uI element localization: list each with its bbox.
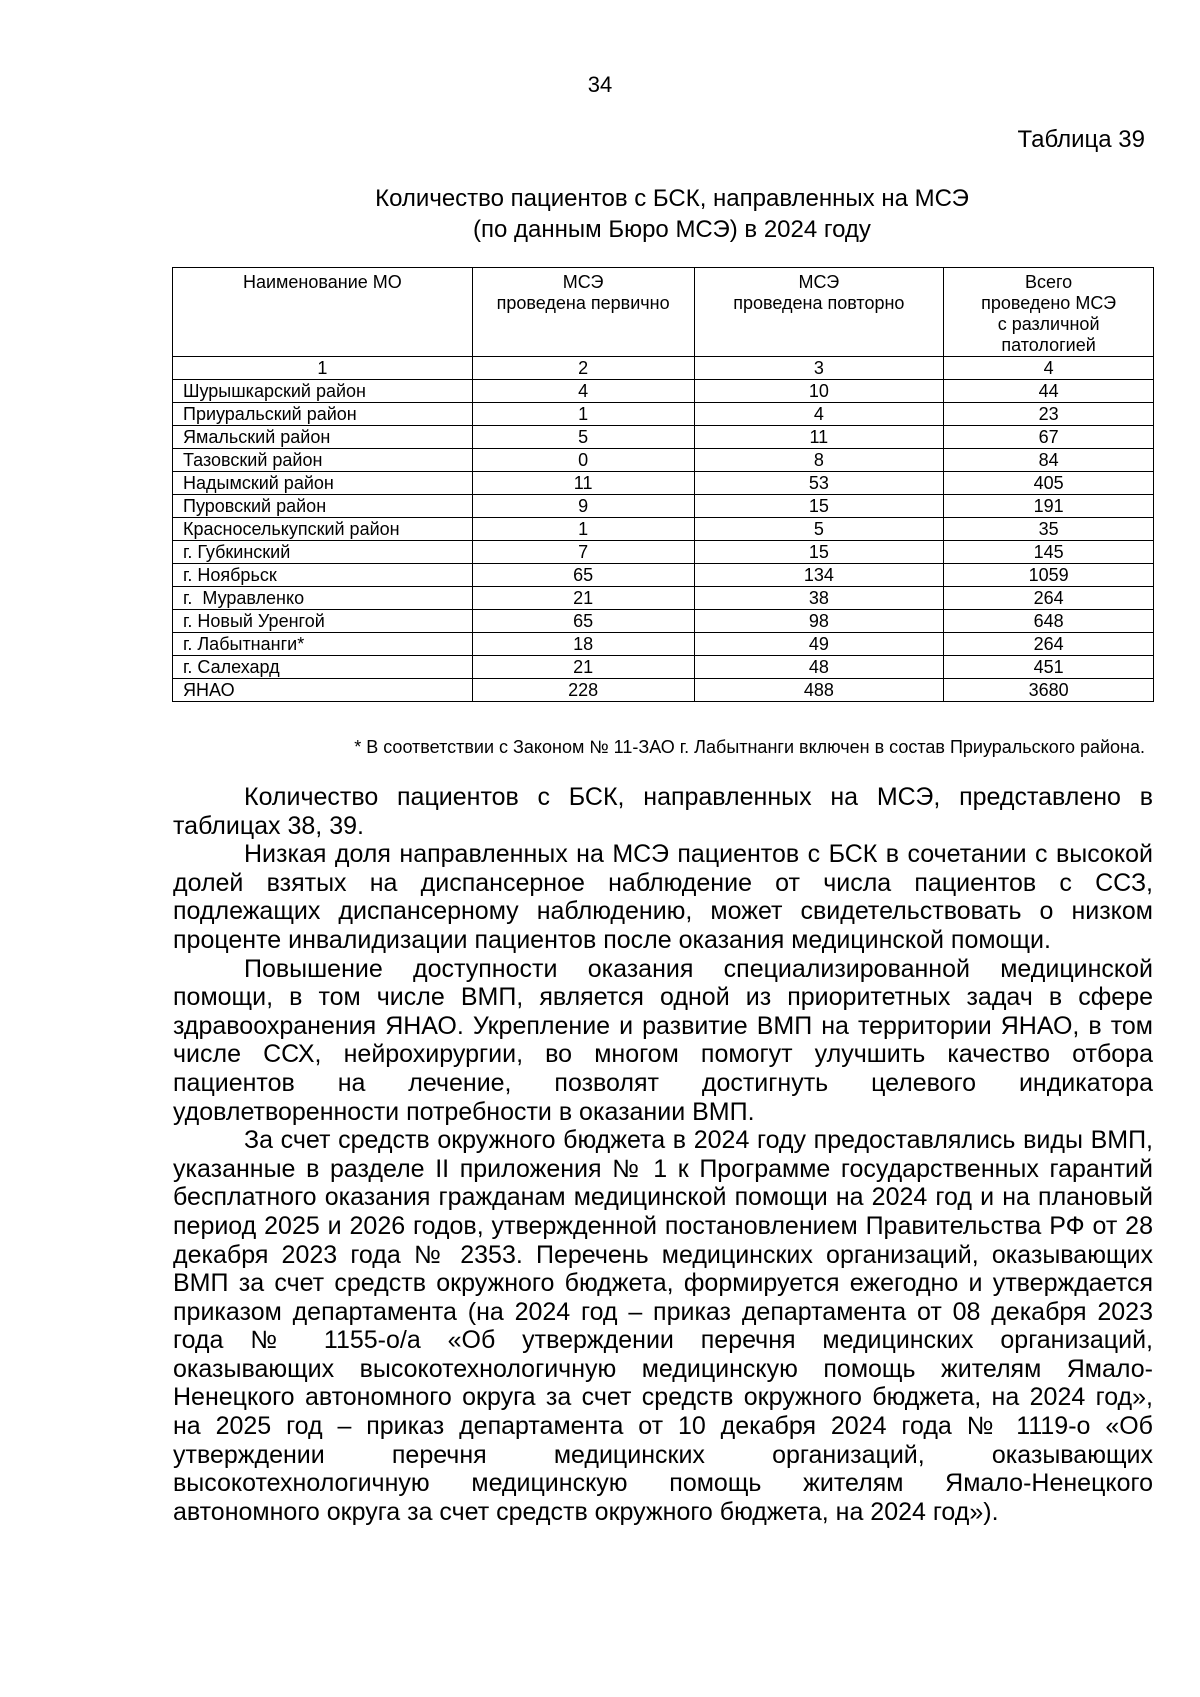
row-total: 405 — [944, 472, 1154, 495]
row-name: г. Муравленко — [173, 587, 473, 610]
row-name: Ямальский район — [173, 426, 473, 449]
row-repeat: 488 — [694, 679, 944, 702]
header-mo-name: Наименование МО — [173, 268, 473, 357]
table-row — [173, 587, 1154, 610]
row-name: Тазовский район — [173, 449, 473, 472]
row-primary: 9 — [472, 495, 694, 518]
table-row — [173, 403, 1154, 426]
row-total: 191 — [944, 495, 1154, 518]
row-name: Пуровский район — [173, 495, 473, 518]
table-row — [173, 518, 1154, 541]
row-repeat: 4 — [694, 403, 944, 426]
row-total: 23 — [944, 403, 1154, 426]
table-row-total — [173, 679, 1154, 702]
row-total: 44 — [944, 380, 1154, 403]
row-repeat: 5 — [694, 518, 944, 541]
row-primary: 21 — [472, 587, 694, 610]
row-primary: 1 — [472, 518, 694, 541]
table-row — [173, 495, 1154, 518]
row-total: 648 — [944, 610, 1154, 633]
msе-table — [172, 267, 1154, 702]
row-total: 3680 — [944, 679, 1154, 702]
row-name: г. Губкинский — [173, 541, 473, 564]
row-total: 67 — [944, 426, 1154, 449]
table-header-row — [173, 268, 1154, 357]
row-repeat: 98 — [694, 610, 944, 633]
row-total: 451 — [944, 656, 1154, 679]
column-number: 3 — [694, 357, 944, 380]
row-primary: 65 — [472, 610, 694, 633]
body-text — [173, 783, 1153, 1526]
table-label: Таблица 39 — [1017, 126, 1145, 153]
row-repeat: 38 — [694, 587, 944, 610]
row-repeat: 8 — [694, 449, 944, 472]
row-repeat: 134 — [694, 564, 944, 587]
row-primary: 7 — [472, 541, 694, 564]
table-row — [173, 610, 1154, 633]
column-number-row — [173, 357, 1154, 380]
row-total: 84 — [944, 449, 1154, 472]
row-name: Надымский район — [173, 472, 473, 495]
row-name: г. Лабытнанги* — [173, 633, 473, 656]
row-total: 145 — [944, 541, 1154, 564]
row-primary: 228 — [472, 679, 694, 702]
table-row — [173, 633, 1154, 656]
row-repeat: 53 — [694, 472, 944, 495]
row-primary: 5 — [472, 426, 694, 449]
column-number: 4 — [944, 357, 1154, 380]
caption-line-2: (по данным Бюро МСЭ) в 2024 году — [473, 216, 871, 243]
caption-line-1: Количество пациентов с БСК, направленных на МСЭ — [375, 185, 969, 212]
table-row — [173, 564, 1154, 587]
row-repeat: 10 — [694, 380, 944, 403]
table-row — [173, 541, 1154, 564]
row-total: 1059 — [944, 564, 1154, 587]
row-primary: 65 — [472, 564, 694, 587]
row-name: г. Ноябрьск — [173, 564, 473, 587]
row-repeat: 48 — [694, 656, 944, 679]
row-name: г. Салехард — [173, 656, 473, 679]
table-footnote: * В соответствии с Законом № 11-ЗАО г. Лабытнанги включен в состав Приуральского района. — [354, 737, 1145, 757]
row-repeat: 11 — [694, 426, 944, 449]
row-total: 35 — [944, 518, 1154, 541]
table-row — [173, 656, 1154, 679]
row-primary: 4 — [472, 380, 694, 403]
paragraph: Низкая доля направленных на МСЭ пациентов с БСК в сочетании с высокой долей взятых на диспансерное наблюдение от числа пациентов с ССЗ, подлежащих диспансерному наблюдению, может свидетельствовать о низком проценте инвалидизации пациентов после оказания медицинской помощи. — [173, 840, 1153, 954]
row-primary: 21 — [472, 656, 694, 679]
row-primary: 18 — [472, 633, 694, 656]
column-number: 1 — [173, 357, 473, 380]
column-number: 2 — [472, 357, 694, 380]
row-total: 264 — [944, 587, 1154, 610]
header-total: Всего проведено МСЭ с различной патологией — [944, 268, 1154, 357]
table-row — [173, 472, 1154, 495]
table-row — [173, 380, 1154, 403]
row-total: 264 — [944, 633, 1154, 656]
row-name: г. Новый Уренгой — [173, 610, 473, 633]
paragraph: Повышение доступности оказания специализированной медицинской помощи, в том числе ВМП, является одной из приоритетных задач в сфере здравоохранения ЯНАО. Укрепление и развитие ВМП на территории ЯНАО, в том числе ССХ, нейрохирургии, во многом помогут улучшить качество отбора пациентов на лечение, позволят достигнуть целевого индикатора удовлетворенности потребности в оказании ВМП. — [173, 954, 1153, 1126]
row-repeat: 15 — [694, 541, 944, 564]
row-repeat: 15 — [694, 495, 944, 518]
table-caption — [172, 183, 1172, 245]
page-number: 34 — [587, 72, 613, 97]
row-primary: 11 — [472, 472, 694, 495]
header-primary: МСЭ проведена первично — [472, 268, 694, 357]
row-name: ЯНАО — [173, 679, 473, 702]
row-name: Шурышкарский район — [173, 380, 473, 403]
row-name: Приуральский район — [173, 403, 473, 426]
paragraph: За счет средств окружного бюджета в 2024 году предоставлялись виды ВМП, указанные в разделе II приложения № 1 к Программе государственных гарантий бесплатного оказания гражданам медицинской помощи на 2024 год и на плановый период 2025 и 2026 годов, утвержденной постановлением Правительства РФ от 28 декабря 2023 года № 2353. Перечень медицинских организаций, оказывающих ВМП за счет средств окружного бюджета, формируется ежегодно и утверждается приказом департамента (на 2024 год – приказ департамента от 08 декабря 2023 года № 1155-о/а «Об утверждении перечня медицинских организаций, оказывающих высокотехнологичную медицинскую помощь жителям Ямало-Ненецкого автономного округа за счет средств окружного бюджета, на 2024 год», на 2025 год – приказ департамента от 10 декабря 2024 года № 1119-о «Об утверждении перечня медицинских организаций, оказывающих высокотехнологичную медицинскую помощь жителям Ямало-Ненецкого автономного округа за счет средств окружного бюджета, на 2024 год»). — [173, 1126, 1153, 1526]
paragraph: Количество пациентов с БСК, направленных на МСЭ, представлено в таблицах 38, 39. — [173, 783, 1153, 840]
table-row — [173, 426, 1154, 449]
row-primary: 1 — [472, 403, 694, 426]
row-repeat: 49 — [694, 633, 944, 656]
row-primary: 0 — [472, 449, 694, 472]
row-name: Красноселькупский район — [173, 518, 473, 541]
header-repeat: МСЭ проведена повторно — [694, 268, 944, 357]
table-row — [173, 449, 1154, 472]
